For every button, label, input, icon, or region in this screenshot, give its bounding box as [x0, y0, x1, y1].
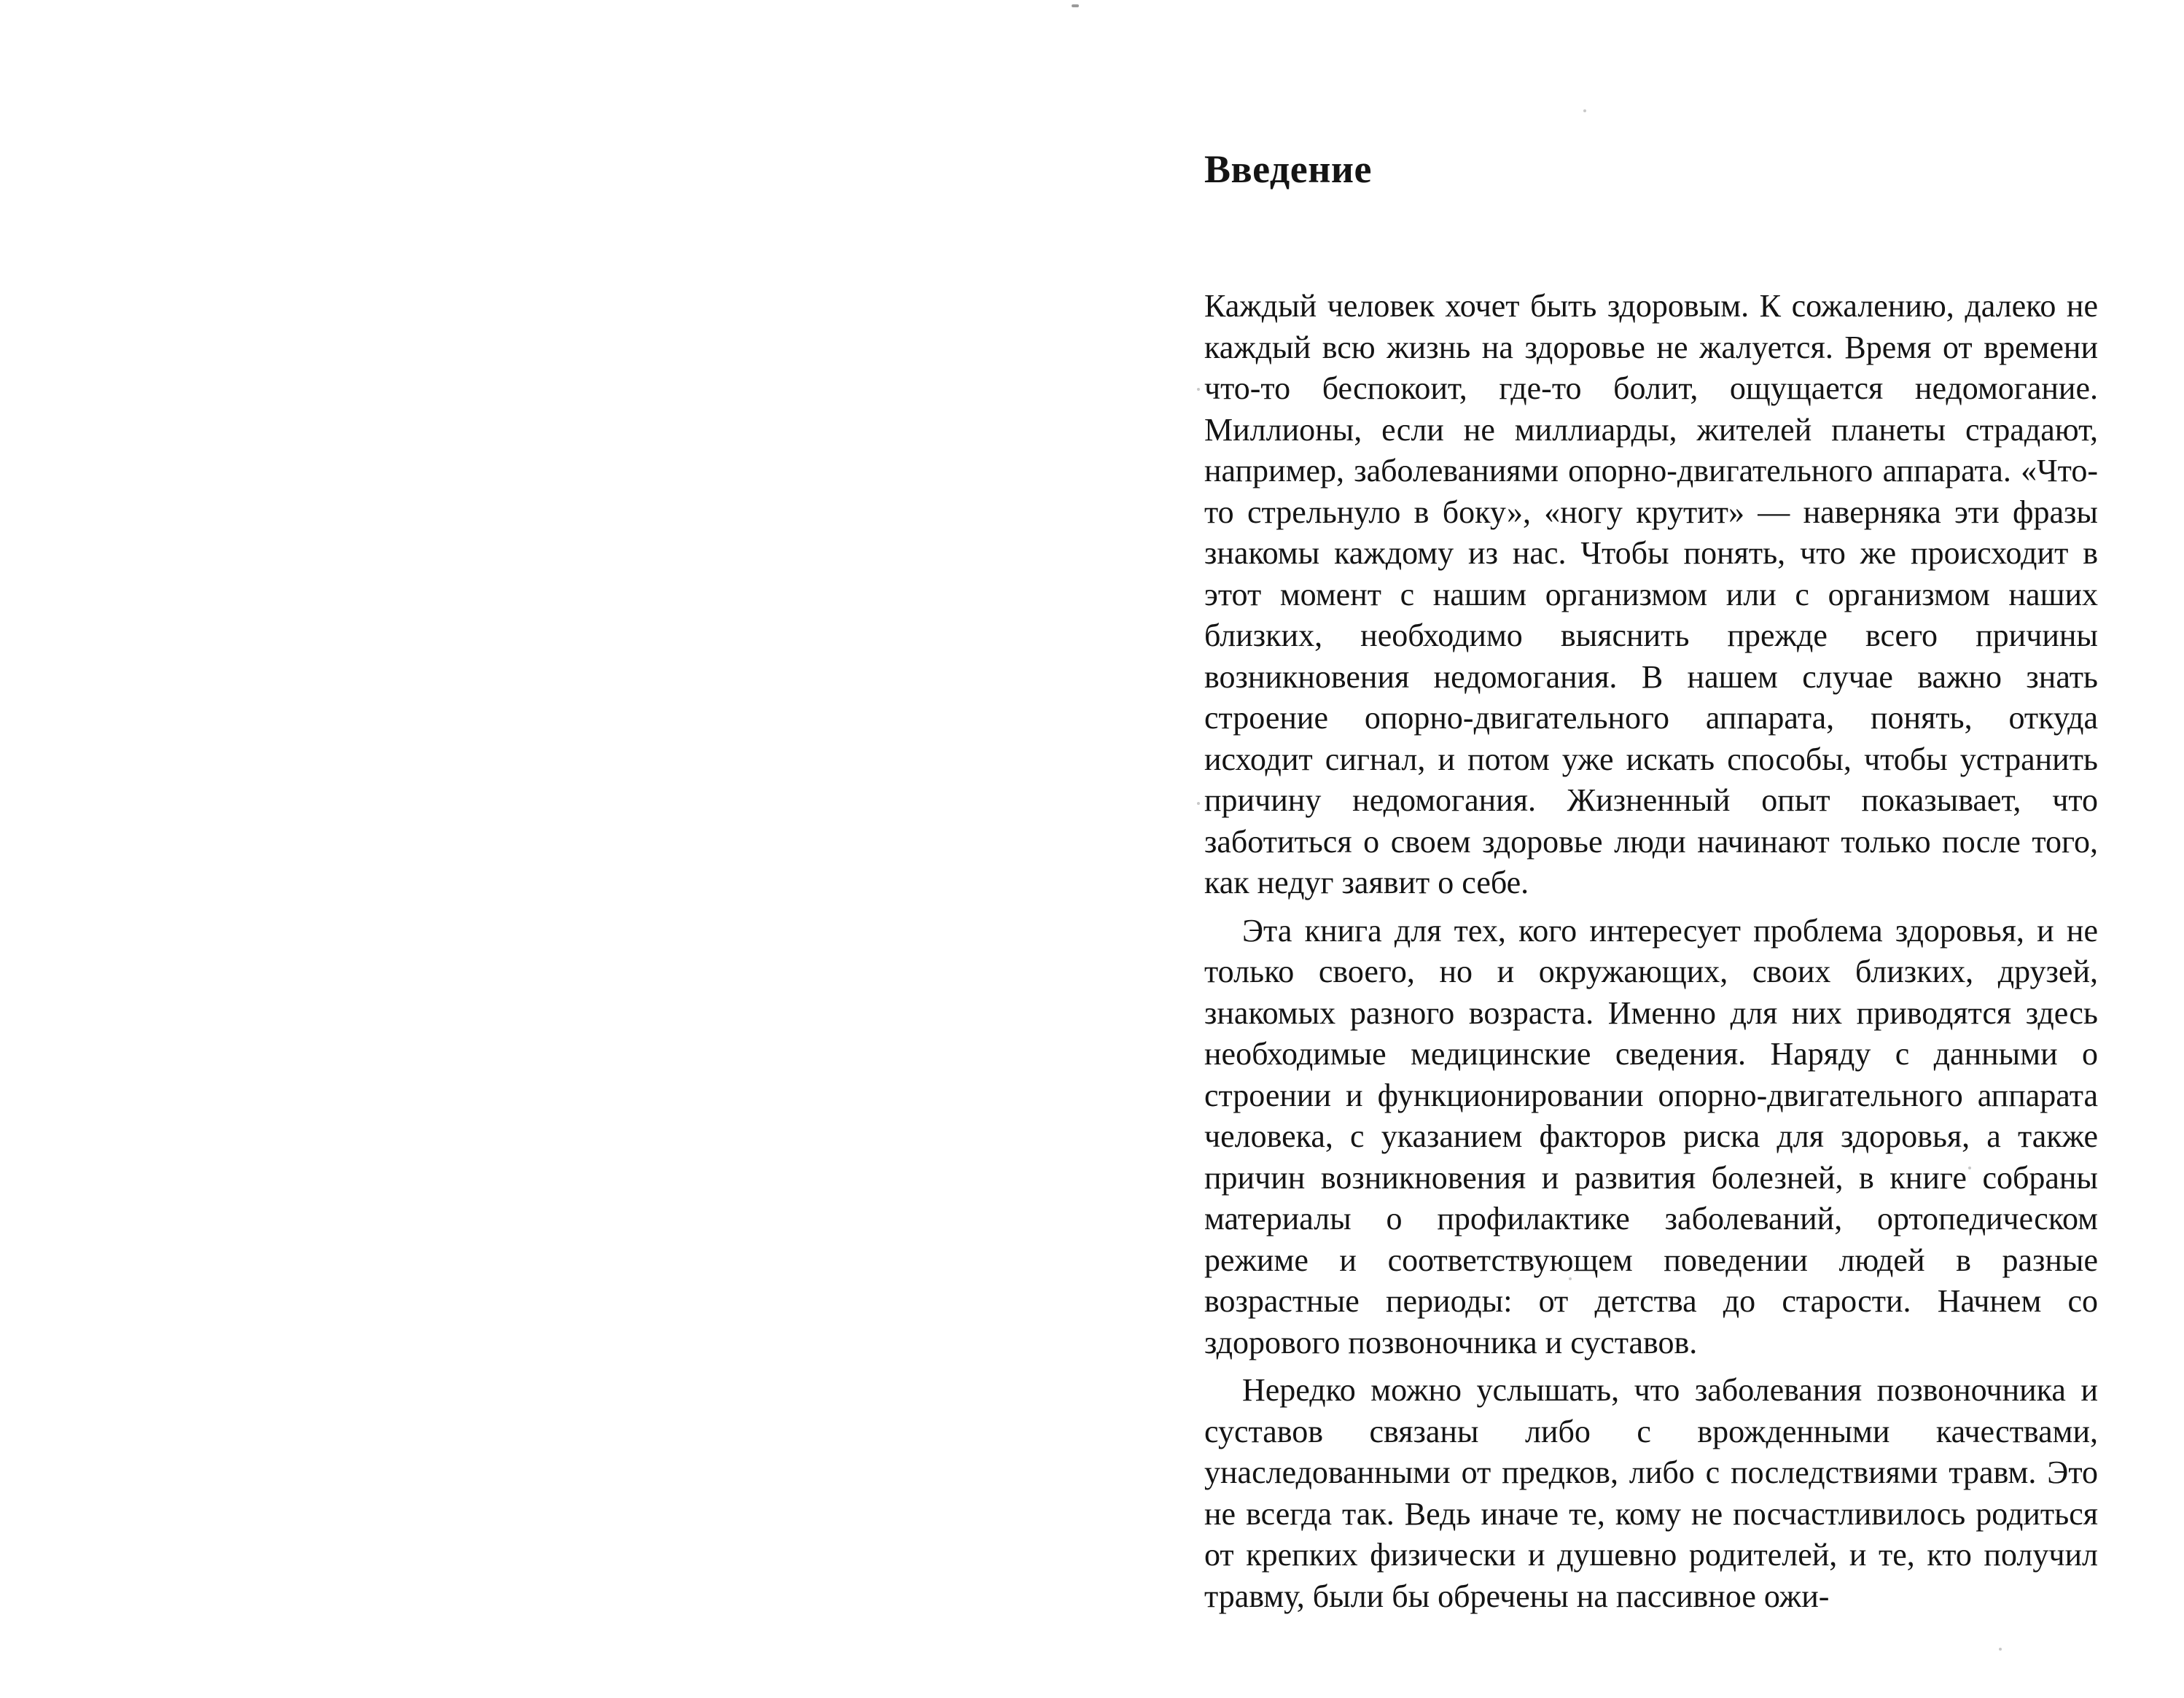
scan-speck	[1999, 1648, 2002, 1651]
scan-artifact	[1072, 4, 1079, 7]
paragraph: Нередко можно услышать, что заболевания позвоночника и суставов связаны либо с врожденными качествами, унаследованными от предков, либо с последствиями травм. Это не всегда так. Ведь иначе те, кому не посчастливилось родиться от крепких физически и душевно родителей, и те, кто получил травму, были бы обречены на пассивное ожи-	[1204, 1372, 2098, 1614]
scan-speck	[1583, 109, 1586, 112]
scan-speck	[1197, 802, 1200, 805]
paragraph: Эта книга для тех, кого интересует проблема здоровья, и не только своего, но и окружающих, своих близких, друзей, знакомых разного возраста. Именно для них приводятся здесь необходимые медицинские сведения. Наряду с данными о строении и функционировании опорно-двигательного аппарата человека, с указанием факторов риска для здоровья, а также причин возникновения и развития болезней, в книге собраны материалы о профилактике заболеваний, ортопедическом режиме и соответствующем поведении людей в разные возрастные периоды: от детства до старости. Начнем со здорового позвоночника и суставов.	[1204, 912, 2098, 1360]
page-content	[1204, 146, 2098, 1617]
chapter-heading: Введение	[1204, 147, 1372, 191]
paragraph: Каждый человек хочет быть здоровым. К сожалению, далеко не каждый всю жизнь на здоровье не жалуется. Время от времени что-то беспокоит, где-то болит, ощущается недомогание. Миллионы, если не миллиарды, жителей планеты страдают, например, заболеваниями опорно-двигательного аппарата. «Что-то стрельнуло в боку», «ногу крутит» — наверняка эти фразы знакомы каждому из нас. Чтобы понять, что же происходит в этот момент с нашим организмом или с организмом наших близких, необходимо выяснить прежде всего причины возникновения недомогания. В нашем случае важно знать строение опорно-двигательного аппарата, понять, откуда исходит сигнал, и потом уже искать способы, чтобы устранить причину недомогания. Жизненный опыт показывает, что заботиться о своем здоровье люди начинают только после того, как недуг заявит о себе.	[1204, 288, 2098, 900]
scan-speck	[1197, 388, 1200, 391]
body-text	[1204, 286, 2098, 1617]
